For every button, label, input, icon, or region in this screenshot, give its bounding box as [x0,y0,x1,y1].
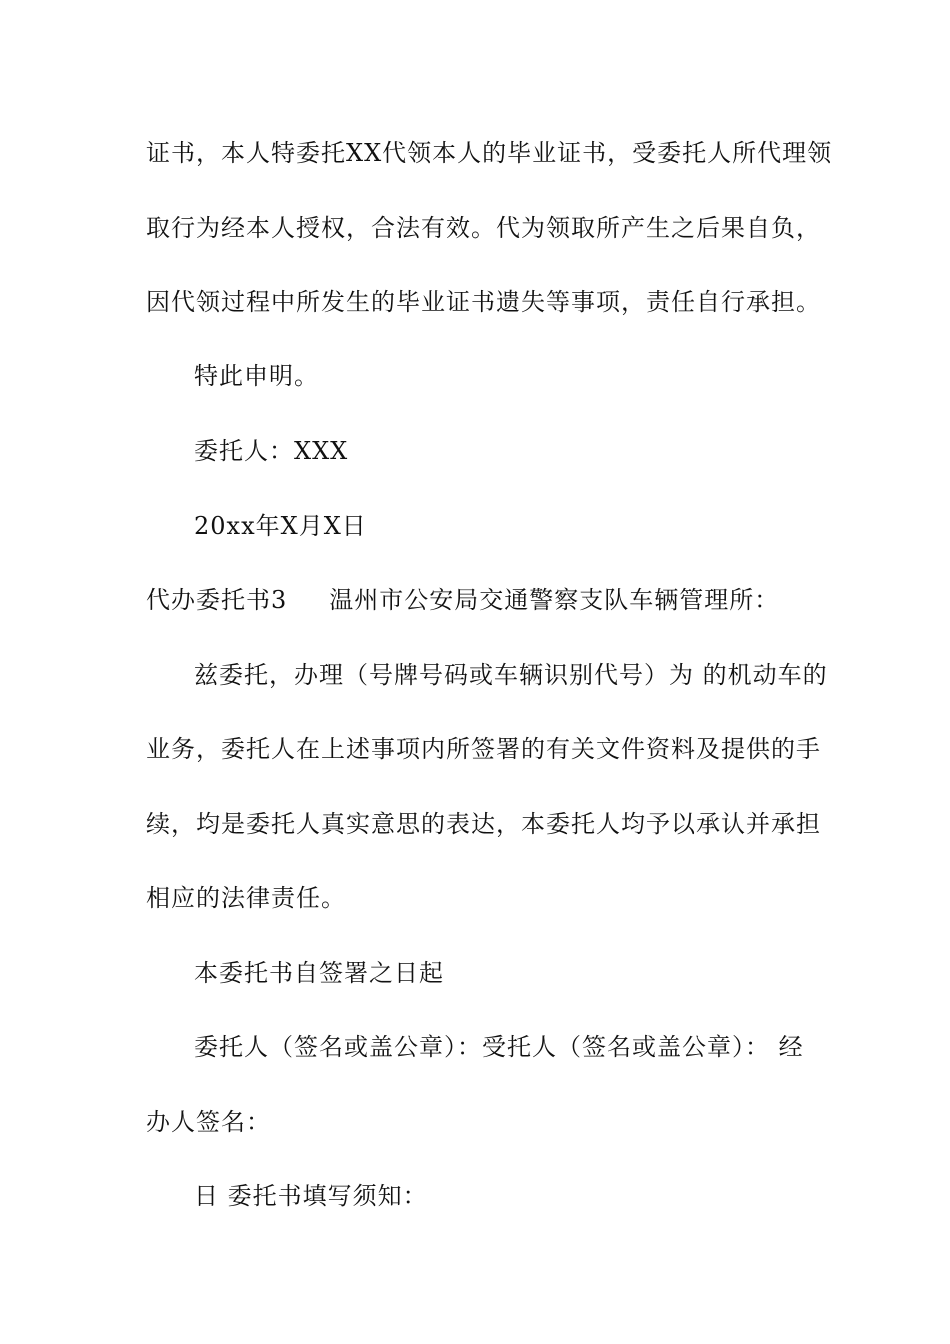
paragraph-line-7: 相应的法律责任。 [146,884,346,912]
paragraph-line-6: 续，均是委托人真实意思的表达，本委托人均予以承认并承担 [146,810,821,838]
section-title: 代办委托书3 [146,586,288,614]
validity-line: 本委托书自签署之日起 [194,959,444,987]
statement-line: 特此申明。 [194,362,319,390]
addressee: 温州市公安局交通警察支队车辆管理所： [329,586,780,614]
paragraph-line-5: 业务，委托人在上述事项内所签署的有关文件资料及提供的手 [146,735,821,763]
handler-signature-line: 办人签名： [146,1108,271,1136]
principal-line: 委托人：XXX [194,437,349,465]
instructions-heading-line: 日 委托书填写须知： [194,1182,428,1210]
signature-line: 委托人（签名或盖公章）：受托人（签名或盖公章）： 经 [194,1033,804,1061]
section-heading-line [146,584,816,616]
paragraph-line-2: 取行为经本人授权，合法有效。代为领取所产生之后果自负， [146,214,821,242]
paragraph-line-3: 因代领过程中所发生的毕业证书遗失等事项，责任自行承担。 [146,288,821,316]
paragraph-line-1: 证书，本人特委托XX代领本人的毕业证书，受委托人所代理领 [146,139,833,167]
paragraph-line-4: 兹委托，办理（号牌号码或车辆识别代号）为 的机动车的 [194,661,828,689]
date-line: 20xx年X月X日 [194,512,367,540]
